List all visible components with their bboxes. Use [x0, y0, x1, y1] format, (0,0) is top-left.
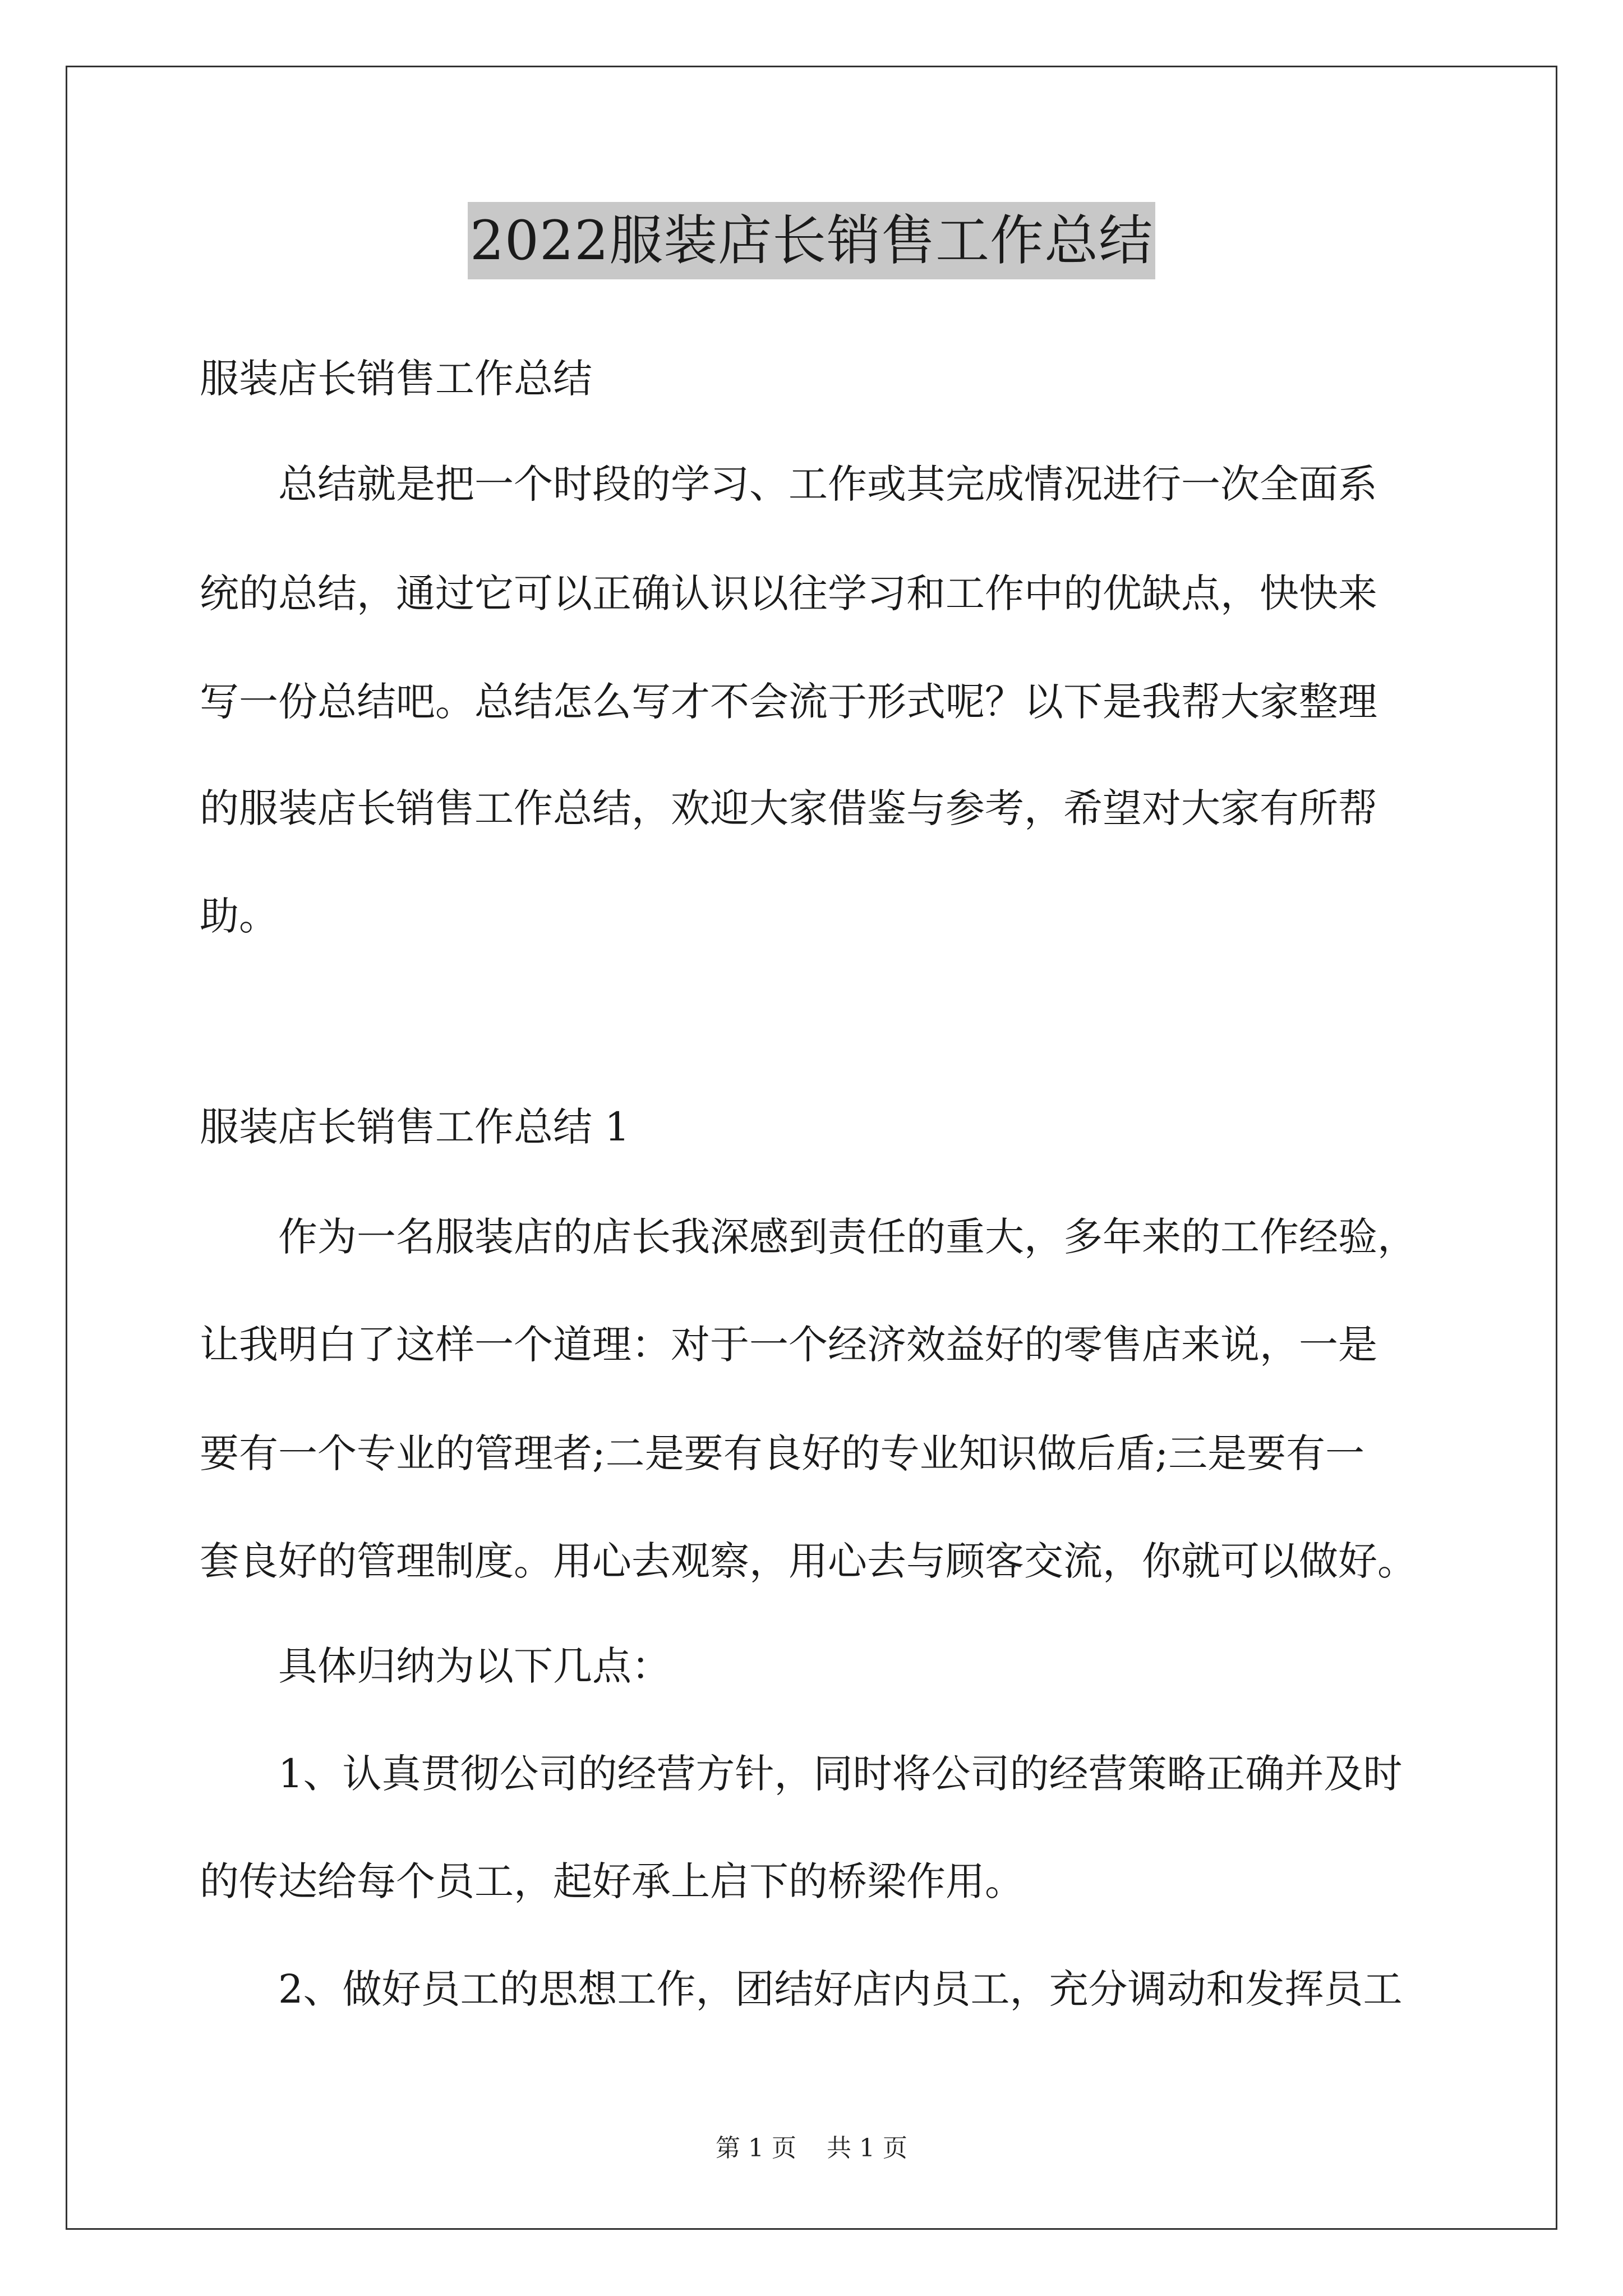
intro-line: 总结就是把一个时段的学习、工作或其完成情况进行一次全面系 — [278, 461, 1377, 507]
body-line: 2、做好员工的思想工作，团结好店内员工，充分调动和发挥员工 — [278, 1966, 1403, 2012]
page-footer — [0, 2132, 1623, 2165]
body-line: 要有一个专业的管理者;二是要有良好的专业知识做后盾;三是要有一 — [200, 1430, 1365, 1476]
subtitle: 服装店长销售工作总结 — [200, 356, 592, 402]
body-line: 的传达给每个员工，起好承上启下的桥梁作用。 — [200, 1858, 1024, 1904]
page-total: 共 1 页 — [827, 2134, 907, 2162]
section-heading: 服装店长销售工作总结 1 — [200, 1104, 630, 1150]
body-line: 套良好的管理制度。用心去观察，用心去与顾客交流，你就可以做好。 — [200, 1538, 1417, 1584]
body-line: 作为一名服装店的店长我深感到责任的重大，多年来的工作经验， — [278, 1214, 1417, 1260]
intro-line: 助。 — [200, 893, 278, 939]
page-number: 第 1 页 — [716, 2134, 796, 2162]
intro-line: 的服装店长销售工作总结，欢迎大家借鉴与参考，希望对大家有所帮 — [200, 785, 1377, 831]
body-line: 1、认真贯彻公司的经营方针，同时将公司的经营策略正确并及时 — [278, 1751, 1403, 1797]
intro-line: 统的总结，通过它可以正确认识以往学习和工作中的优缺点，快快来 — [200, 570, 1377, 616]
body-line: 让我明白了这样一个道理：对于一个经济效益好的零售店来说，一是 — [200, 1322, 1377, 1368]
intro-line: 写一份总结吧。总结怎么写才不会流于形式呢？以下是我帮大家整理 — [200, 679, 1377, 725]
body-line: 具体归纳为以下几点： — [278, 1643, 671, 1689]
document-title: 2022服装店长销售工作总结 — [468, 202, 1155, 279]
title-container — [0, 202, 1623, 279]
